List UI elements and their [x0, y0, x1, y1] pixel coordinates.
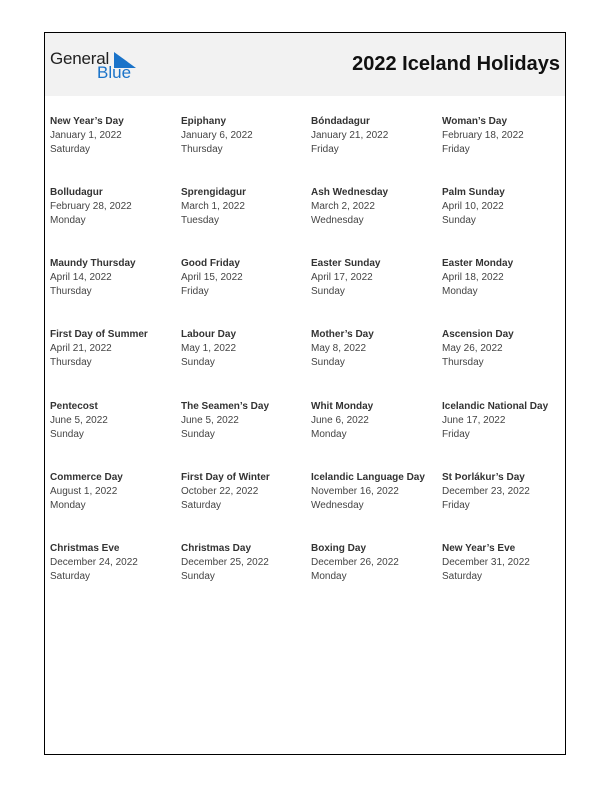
holiday-day: Sunday [181, 571, 215, 582]
holiday-name: Labour Day [181, 329, 237, 340]
holiday-day: Wednesday [311, 215, 364, 226]
holiday-date: April 14, 2022 [50, 272, 112, 283]
holiday-date: January 1, 2022 [50, 130, 122, 141]
holiday-name: First Day of Summer [50, 329, 148, 340]
holiday-date: January 6, 2022 [181, 130, 253, 141]
holiday-name: Palm Sunday [442, 187, 505, 198]
holiday-item [50, 328, 178, 370]
holiday-date: April 10, 2022 [442, 201, 504, 212]
holiday-date: January 21, 2022 [311, 130, 389, 141]
header-bar [45, 33, 565, 96]
holiday-day: Thursday [181, 144, 223, 155]
holiday-name: Epiphany [181, 116, 227, 127]
holiday-name: Icelandic National Day [442, 401, 549, 412]
holiday-day: Saturday [181, 500, 222, 511]
holiday-item [311, 328, 439, 370]
holiday-date: April 18, 2022 [442, 272, 504, 283]
holiday-item [442, 257, 570, 299]
holiday-name: New Year’s Eve [442, 543, 516, 554]
holiday-name: St Þorlákur’s Day [442, 472, 525, 483]
logo-general-text: General [50, 49, 110, 68]
holiday-name: Icelandic Language Day [311, 472, 425, 483]
holiday-day: Wednesday [311, 500, 364, 511]
page-frame [44, 32, 566, 755]
holiday-day: Saturday [442, 571, 483, 582]
holiday-item [181, 257, 309, 299]
holiday-item [50, 542, 178, 584]
holiday-item [181, 471, 309, 513]
holiday-day: Friday [442, 500, 470, 511]
holiday-name: First Day of Winter [181, 472, 270, 483]
holiday-date: December 24, 2022 [50, 557, 138, 568]
holiday-name: Sprengidagur [181, 187, 247, 198]
holiday-day: Monday [442, 286, 478, 297]
holiday-item [181, 115, 309, 157]
holiday-date: April 21, 2022 [50, 343, 112, 354]
holiday-name: Bóndadagur [311, 116, 370, 127]
holiday-day: Tuesday [181, 215, 219, 226]
holiday-day: Saturday [50, 571, 91, 582]
holiday-day: Friday [311, 144, 339, 155]
holiday-day: Sunday [181, 429, 215, 440]
holiday-day: Friday [442, 429, 470, 440]
holiday-name: Easter Sunday [311, 258, 381, 269]
holiday-date: October 22, 2022 [181, 486, 259, 497]
holiday-day: Thursday [50, 286, 92, 297]
holiday-date: June 6, 2022 [311, 415, 369, 426]
holiday-item [50, 471, 178, 513]
holiday-item [442, 471, 570, 513]
logo-blue-text: Blue [97, 63, 132, 82]
holiday-day: Monday [50, 215, 86, 226]
page-title: 2022 Iceland Holidays [352, 53, 560, 75]
holiday-date: December 26, 2022 [311, 557, 399, 568]
holiday-item [311, 257, 439, 299]
holiday-date: August 1, 2022 [50, 486, 118, 497]
holiday-day: Monday [50, 500, 86, 511]
holiday-name: Whit Monday [311, 401, 374, 412]
holiday-name: Easter Monday [442, 258, 514, 269]
holiday-name: The Seamen’s Day [181, 401, 270, 412]
holiday-item [311, 400, 439, 442]
holiday-date: June 5, 2022 [181, 415, 239, 426]
holiday-day: Sunday [311, 286, 345, 297]
holiday-day: Saturday [50, 144, 91, 155]
holiday-date: March 1, 2022 [181, 201, 245, 212]
holiday-date: June 17, 2022 [442, 415, 506, 426]
holiday-item [50, 400, 178, 442]
holiday-name: Bolludagur [50, 187, 103, 198]
holiday-name: New Year’s Day [50, 116, 124, 127]
holiday-name: Boxing Day [311, 543, 367, 554]
holiday-item [181, 328, 309, 370]
holiday-item [50, 186, 178, 228]
holiday-item [311, 186, 439, 228]
holiday-name: Good Friday [181, 258, 240, 269]
holiday-name: Maundy Thursday [50, 258, 136, 269]
holiday-day: Friday [181, 286, 209, 297]
holiday-item [442, 186, 570, 228]
holiday-item [181, 186, 309, 228]
holiday-item [181, 542, 309, 584]
holiday-name: Ash Wednesday [311, 187, 389, 198]
holiday-date: April 17, 2022 [311, 272, 373, 283]
holiday-item [442, 542, 570, 584]
holiday-day: Sunday [50, 429, 84, 440]
holiday-day: Sunday [311, 357, 345, 368]
holiday-date: May 1, 2022 [181, 343, 237, 354]
holiday-date: May 8, 2022 [311, 343, 367, 354]
holiday-day: Sunday [181, 357, 215, 368]
holiday-item [50, 115, 178, 157]
holiday-name: Commerce Day [50, 472, 123, 483]
holiday-name: Ascension Day [442, 329, 514, 340]
holiday-date: March 2, 2022 [311, 201, 375, 212]
holiday-date: May 26, 2022 [442, 343, 503, 354]
holiday-day: Sunday [442, 215, 476, 226]
holiday-date: November 16, 2022 [311, 486, 399, 497]
holiday-item [311, 542, 439, 584]
holiday-item [442, 400, 570, 442]
holiday-date: April 15, 2022 [181, 272, 243, 283]
holiday-day: Monday [311, 571, 347, 582]
holiday-item [181, 400, 309, 442]
holiday-date: December 31, 2022 [442, 557, 530, 568]
holiday-day: Thursday [50, 357, 92, 368]
holiday-date: February 28, 2022 [50, 201, 132, 212]
holiday-name: Christmas Day [181, 543, 252, 554]
holiday-day: Monday [311, 429, 347, 440]
holiday-item [442, 115, 570, 157]
holiday-date: February 18, 2022 [442, 130, 524, 141]
holiday-date: December 23, 2022 [442, 486, 530, 497]
holiday-name: Woman’s Day [442, 116, 508, 127]
holiday-item [311, 471, 439, 513]
holiday-date: June 5, 2022 [50, 415, 108, 426]
holiday-name: Mother’s Day [311, 329, 374, 340]
holiday-item [442, 328, 570, 370]
holiday-item [311, 115, 439, 157]
holiday-name: Pentecost [50, 401, 98, 412]
holiday-name: Christmas Eve [50, 543, 120, 554]
holiday-date: December 25, 2022 [181, 557, 269, 568]
holiday-day: Thursday [442, 357, 484, 368]
holiday-item [50, 257, 178, 299]
logo [50, 49, 140, 83]
holiday-day: Friday [442, 144, 470, 155]
